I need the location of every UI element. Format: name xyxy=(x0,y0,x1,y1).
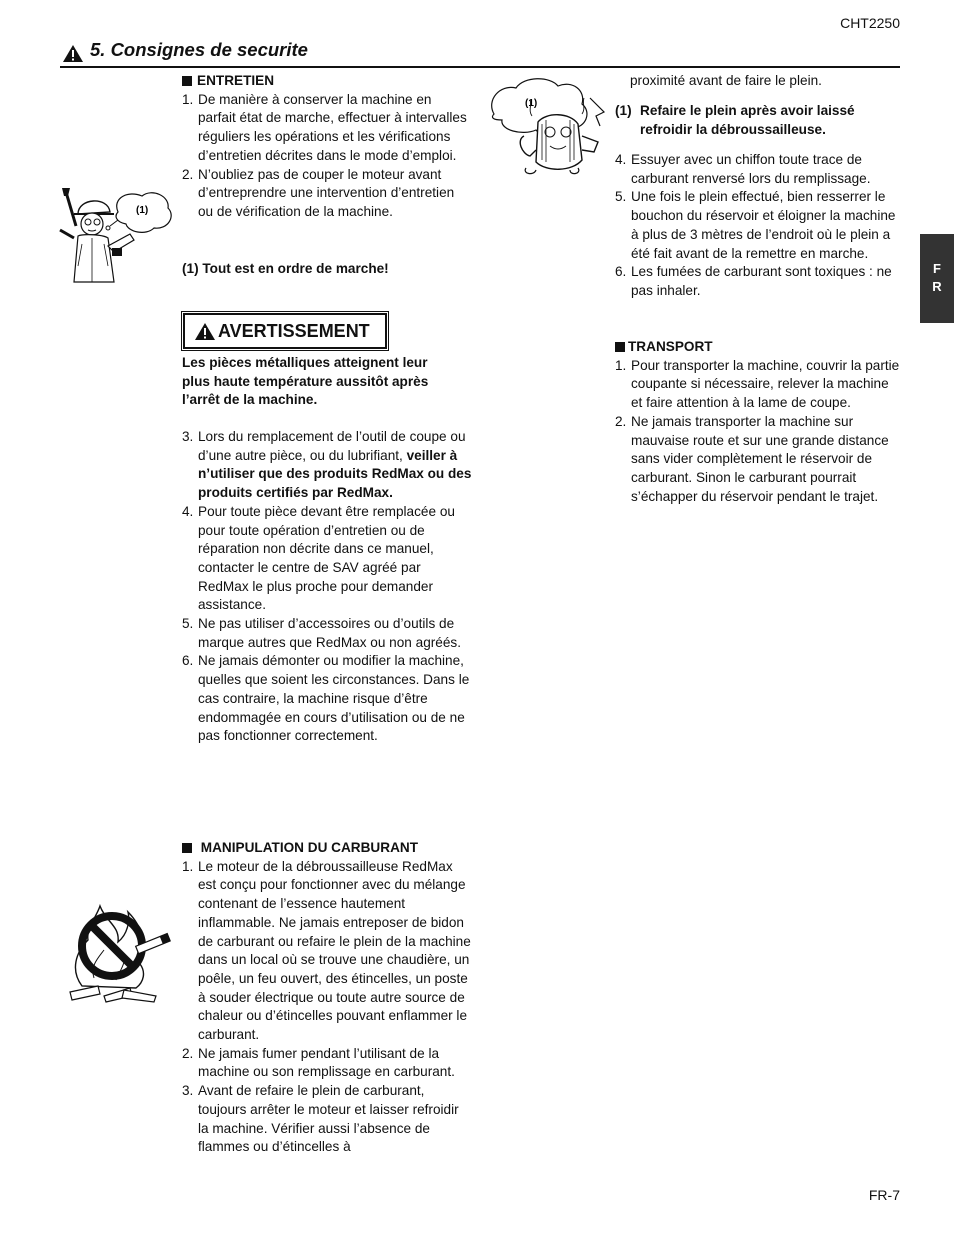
list-item: 6. Les fumées de carburant sont toxiques : ne pas inhaler. xyxy=(615,264,892,298)
list-item: 1. Le moteur de la débroussailleuse RedMax est conçu pour fonctionner avec du mélange contenant de l’essence hautement inflammable. Ne jamais entreposer de bidon de carburant ou refaire le plein de la machine dans un local où se trouve une chaudière, un poêle, un feu ouvert, des étincelles, un poste à souder électrique ou toute autre source de chaleur ou d’étincelles pouvant enflammer le carburant. xyxy=(182,858,471,1043)
warning-triangle-icon xyxy=(62,44,84,63)
warning-text: Les pièces métalliques atteignent leur plus haute température aussitôt après l’arrêt de la machine. xyxy=(182,355,429,408)
list-item: 5. Ne pas utiliser d’accessoires ou d’outils de marque autres que RedMax ou non agréés. xyxy=(182,616,461,650)
transport-section xyxy=(615,338,900,506)
carburant-list-continued xyxy=(615,151,900,301)
mechanic-illustration xyxy=(56,186,176,286)
engine-note xyxy=(615,102,885,139)
model-number: CHT2250 xyxy=(840,15,900,31)
list-item: 2. N’oubliez pas de couper le moteur avant d’entreprendre une intervention d’entretien ou de vérification de la machine. xyxy=(182,166,455,219)
entretien-section xyxy=(182,72,472,222)
entretien-list-continued xyxy=(182,428,472,746)
list-item: 1. Pour transporter la machine, couvrir la partie coupante si nécessaire, relever la machine et faire attention à la lame de coupe. xyxy=(615,357,900,411)
page-number: FR-7 xyxy=(868,1187,900,1203)
list-item: 5. Une fois le plein effectué, bien resserrer le bouchon du réservoir et éloigner la machine à plus de 3 mètres de l’endroit où le plein a été fait avant de la remettre en marche. xyxy=(615,189,896,261)
language-tab xyxy=(920,234,954,323)
list-item: 2. Ne jamais transporter la machine sur mauvaise route et sur une grande distance sans vider complètement le réservoir de carburant. Sinon le carburant pourrait s’échapper du réservoir pendant le trajet. xyxy=(615,413,889,504)
carburant-section xyxy=(182,839,472,1157)
warning-box xyxy=(183,313,387,349)
warning-triangle-icon xyxy=(194,322,216,341)
list-item: 3. Lors du remplacement de l’outil de coupe ou d’une autre pièce, ou du lubrifiant, veiller à n’utiliser que des produits RedMax ou des produits certifiés par RedMax. xyxy=(182,429,472,501)
carburant-continuation: proximité avant de faire le plein. xyxy=(630,73,822,88)
language-tab-letter: R xyxy=(932,279,942,294)
list-item: 3. Avant de refaire le plein de carburant, toujours arrêter le moteur et laisser refroidir la machine. Vérifier aussi l’absence de flammes ou d’étincelles à xyxy=(182,1083,459,1155)
entretien-note: (1) Tout est en ordre de marche! xyxy=(182,261,389,276)
bullet-square-icon xyxy=(182,76,192,86)
section-title: 5. Consignes de securite xyxy=(90,39,308,60)
carburant-list xyxy=(182,858,472,1157)
bullet-square-icon xyxy=(182,843,192,853)
list-item: 4. Pour toute pièce devant être remplacée ou pour toute opération d’entretien ou de réparation non décrite dans ce manuel, contacter le centre de SAV agréé par RedMax le plus proche pour demander assistance. xyxy=(182,503,455,613)
no-smoking-fire-illustration xyxy=(64,900,176,1004)
entretien-list xyxy=(182,91,472,222)
transport-list xyxy=(615,357,900,507)
warning-label: AVERTISSEMENT xyxy=(218,321,370,341)
language-tab-letter: F xyxy=(933,261,941,276)
list-item: 4. Essuyer avec un chiffon toute trace de carburant renversé lors du remplissage. xyxy=(615,152,871,186)
hot-engine-illustration xyxy=(486,76,606,180)
list-item: 6. Ne jamais démonter ou modifier la machine, quelles que soient les circonstances. Dans le cas contraire, la machine risque d’être endommagée en cours d’utilisation ou de ne pas fonctionner correctement. xyxy=(182,653,470,744)
entretien-heading: ENTRETIEN xyxy=(182,72,472,91)
transport-heading: TRANSPORT xyxy=(615,338,900,357)
list-item: (1) Refaire le plein après avoir laissé refroidir la débroussailleuse. xyxy=(615,103,855,137)
bullet-square-icon xyxy=(615,342,625,352)
engine-callout: (1) xyxy=(525,98,538,109)
list-item: 2. Ne jamais fumer pendant l’utilisant de la machine ou son remplissage en carburant. xyxy=(182,1045,455,1080)
list-item: 1. De manière à conserver la machine en parfait état de marche, effectuer à intervalles réguliers les opérations et les vérifications d’entretien décrites dans le mode d’emploi. xyxy=(182,91,467,163)
entretien-continued xyxy=(182,428,472,746)
carburant-heading: MANIPULATION DU CARBURANT xyxy=(182,839,472,858)
section-header xyxy=(60,40,900,68)
mechanic-callout: (1) xyxy=(136,205,149,216)
